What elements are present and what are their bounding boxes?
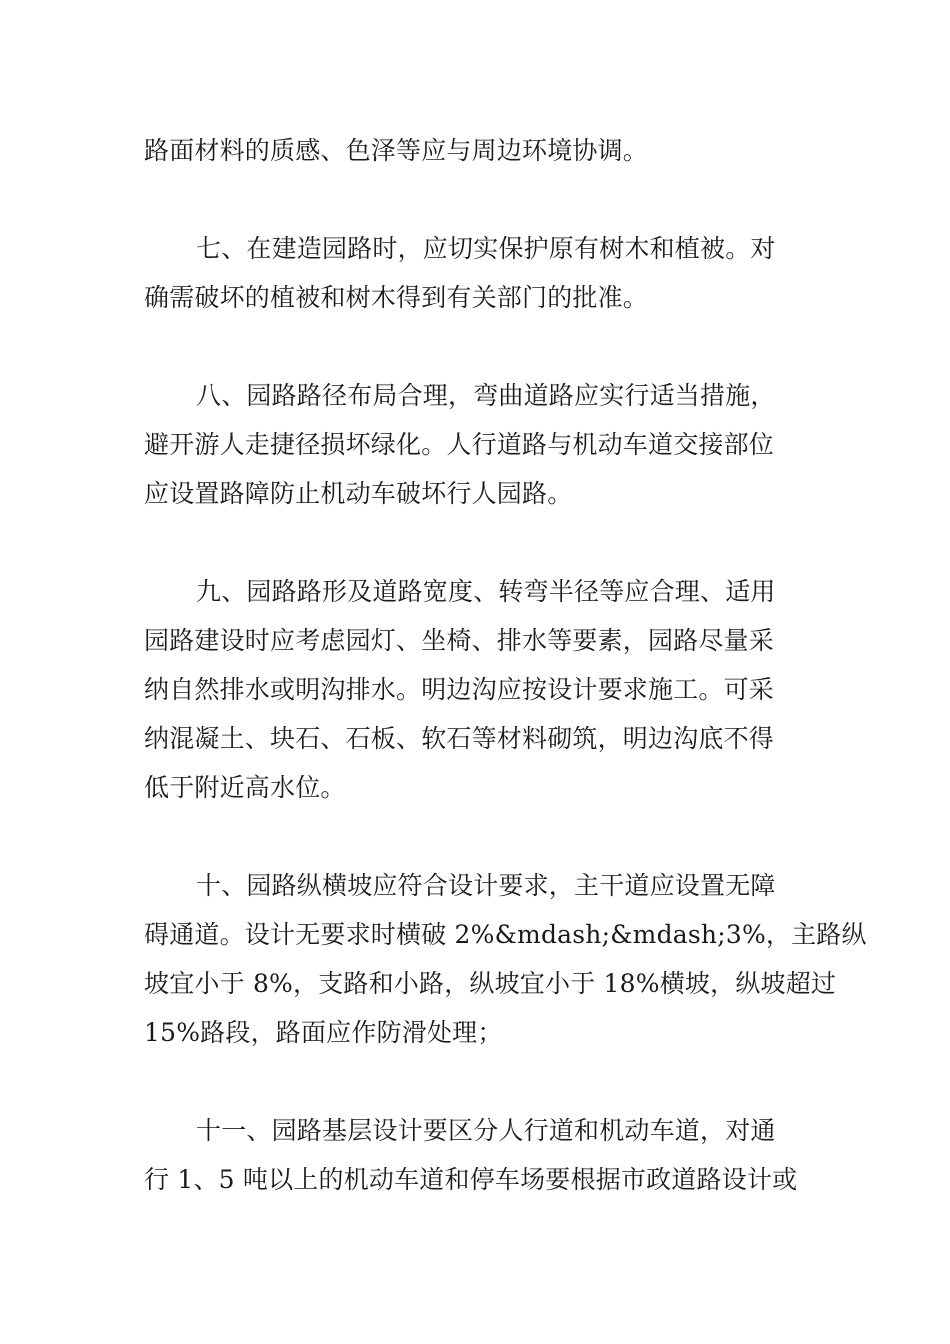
paragraph-6-line-2: 路面材料的质感、色泽等应与周边环境协调。 xyxy=(144,136,649,165)
paragraph-gap xyxy=(144,322,810,371)
paragraph-7-line-1: 七、在建造园路时，应切实保护原有树木和植被。对 xyxy=(196,234,776,263)
paragraph-8-line-1: 八、园路路径布局合理，弯曲道路应实行适当措施， xyxy=(196,381,776,410)
paragraph-10-line-3: 坡宜小于 8%，支路和小路，纵坡宜小于 18%横坡，纵坡超过 xyxy=(144,969,837,998)
paragraph-gap xyxy=(144,518,810,567)
paragraph-11-line-2: 行 1、5 吨以上的机动车道和停车场要根据市政道路设计或 xyxy=(144,1165,798,1194)
paragraph-gap xyxy=(144,812,810,861)
paragraph-9-line-4: 纳混凝土、块石、石板、软石等材料砌筑，明边沟底不得 xyxy=(144,724,775,753)
document-body xyxy=(144,126,867,1204)
paragraph-10-line-2: 碍通道。设计无要求时横破 2%&mdash;&mdash;3%，主路纵 xyxy=(144,920,867,949)
paragraph-10-line-1: 十、园路纵横坡应符合设计要求，主干道应设置无障 xyxy=(196,871,776,900)
paragraph-9-line-1: 九、园路路形及道路宽度、转弯半径等应合理、适用 xyxy=(196,577,776,606)
paragraph-9-line-2: 园路建设时应考虑园灯、坐椅、排水等要素，园路尽量采 xyxy=(144,626,775,655)
paragraph-9-line-5: 低于附近高水位。 xyxy=(144,773,346,802)
paragraph-8-line-3: 应设置路障防止机动车破坏行人园路。 xyxy=(144,479,573,508)
paragraph-10-line-4: 15%路段，路面应作防滑处理； xyxy=(144,1018,503,1047)
paragraph-9-line-3: 纳自然排水或明沟排水。明边沟应按设计要求施工。可采 xyxy=(144,675,775,704)
paragraph-8-line-2: 避开游人走捷径损坏绿化。人行道路与机动车道交接部位 xyxy=(144,430,775,459)
paragraph-gap xyxy=(144,175,810,224)
paragraph-11-line-1: 十一、园路基层设计要区分人行道和机动车道，对通 xyxy=(196,1116,776,1145)
paragraph-7-line-2: 确需破坏的植被和树木得到有关部门的批准。 xyxy=(144,283,649,312)
paragraph-gap xyxy=(144,1057,810,1106)
